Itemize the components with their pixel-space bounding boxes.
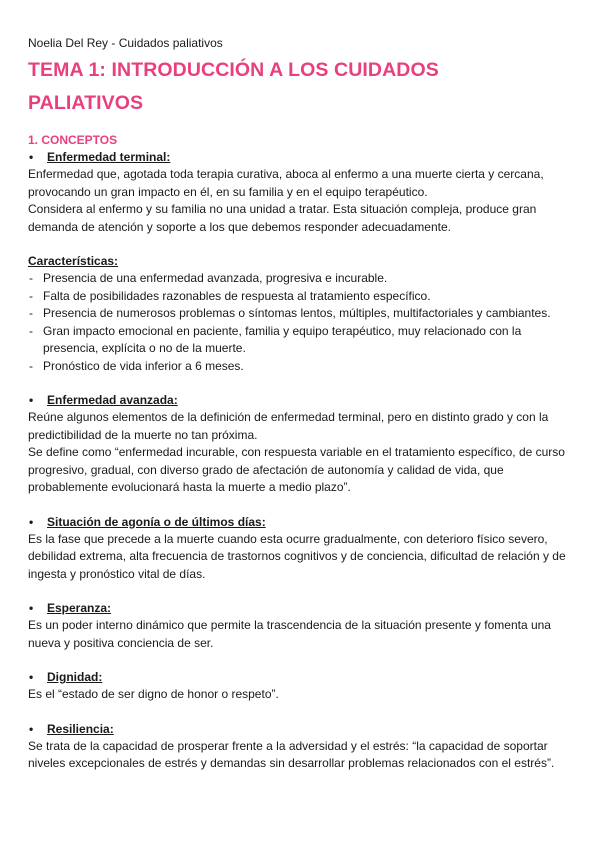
term-label: Enfermedad terminal: (47, 150, 171, 164)
term-label: Situación de agonía o de últimos días: (47, 514, 266, 529)
term-dignidad (28, 669, 572, 686)
term-enfermedad-terminal (28, 149, 572, 166)
list-item: - Presencia de una enfermedad avanzada, progresiva e incurable. (28, 270, 572, 288)
page-title (28, 54, 572, 120)
bullet-icon: • (29, 601, 34, 615)
term-esperanza (28, 600, 572, 617)
paragraph: Considera al enfermo y su familia no una unidad a tratar. Esta situación compleja, produce gran demanda de atención y soporte a los que debemos responder adecuadamente. (28, 202, 537, 234)
paragraph: Es un poder interno dinámico que permite la trascendencia de la situación presente y fomenta una nueva y positiva conciencia de ser. (28, 618, 551, 650)
paragraph: Es la fase que precede a la muerte cuando esta ocurre gradualmente, con deterioro físico severo, debilidad extrema, alta frecuencia de trastornos cognitivos y de conciencia, dificultad de relación y de ingesta y pronóstico vital de días. (28, 531, 566, 581)
list-item: - Falta de posibilidades razonables de respuesta al tratamiento específico. (28, 288, 572, 306)
dash-icon: - (29, 358, 33, 373)
list-item: - Pronóstico de vida inferior a 6 meses. (28, 358, 572, 376)
term-label: Enfermedad avanzada: (47, 393, 178, 407)
paragraph: Se define como “enfermedad incurable, con respuesta variable en el tratamiento específico, de curso progresivo, gradual, con diverso grado de afectación de autonomía y calidad de vida, que probablemente evolucionará hasta la muerte a medio plazo”. (28, 445, 565, 494)
characteristics-heading: Características: (28, 254, 119, 268)
dash-icon: - (29, 271, 33, 285)
term-agonia (28, 514, 572, 531)
bullet-icon: • (29, 150, 34, 164)
bullet-icon: • (29, 670, 34, 684)
header-author: Noelia Del Rey - Cuidados paliativos (28, 36, 223, 50)
paragraph: Es el “estado de ser digno de honor o respeto”. (28, 687, 279, 701)
term-enfermedad-avanzada (28, 392, 572, 409)
dash-icon: - (29, 323, 33, 338)
term-label: Dignidad: (47, 670, 103, 684)
paragraph: Enfermedad que, agotada toda terapia curativa, aboca al enfermo a una muerte cierta y cercana, provocando un gran impacto en él, en su familia y en el equipo terapéutico. (28, 167, 544, 199)
dash-icon: - (29, 288, 33, 303)
paragraph: Reúne algunos elementos de la definición de enfermedad terminal, pero en distinto grado y con la predictibilidad de la muerte no tan próxima. (28, 410, 549, 442)
list-item: - Gran impacto emocional en paciente, familia y equipo terapéutico, muy relacionado con la presencia, explícita o no de la muerte. (29, 323, 522, 355)
section-heading-conceptos: 1. CONCEPTOS (28, 133, 118, 147)
dash-icon: - (29, 306, 33, 320)
list-item: - Presencia de numerosos problemas o síntomas lentos, múltiples, multifactoriales y cambiantes. (28, 305, 572, 323)
bullet-icon: • (29, 393, 34, 407)
term-label: Resiliencia: (47, 721, 114, 736)
term-resiliencia (28, 721, 572, 738)
page-title-line-1: TEMA 1: INTRODUCCIÓN A LOS CUIDADOS (28, 59, 439, 81)
characteristics-list (28, 270, 572, 375)
bullet-icon: • (29, 721, 34, 736)
page-title-line-2: PALIATIVOS (28, 92, 144, 114)
bullet-icon: • (29, 514, 34, 529)
term-label: Esperanza: (47, 601, 112, 615)
paragraph: Se trata de la capacidad de prosperar frente a la adversidad y el estrés: “la capacidad de soportar niveles excepcionales de estrés y demandas sin desarrollar problemas relacionados con el estrés”. (28, 738, 555, 770)
